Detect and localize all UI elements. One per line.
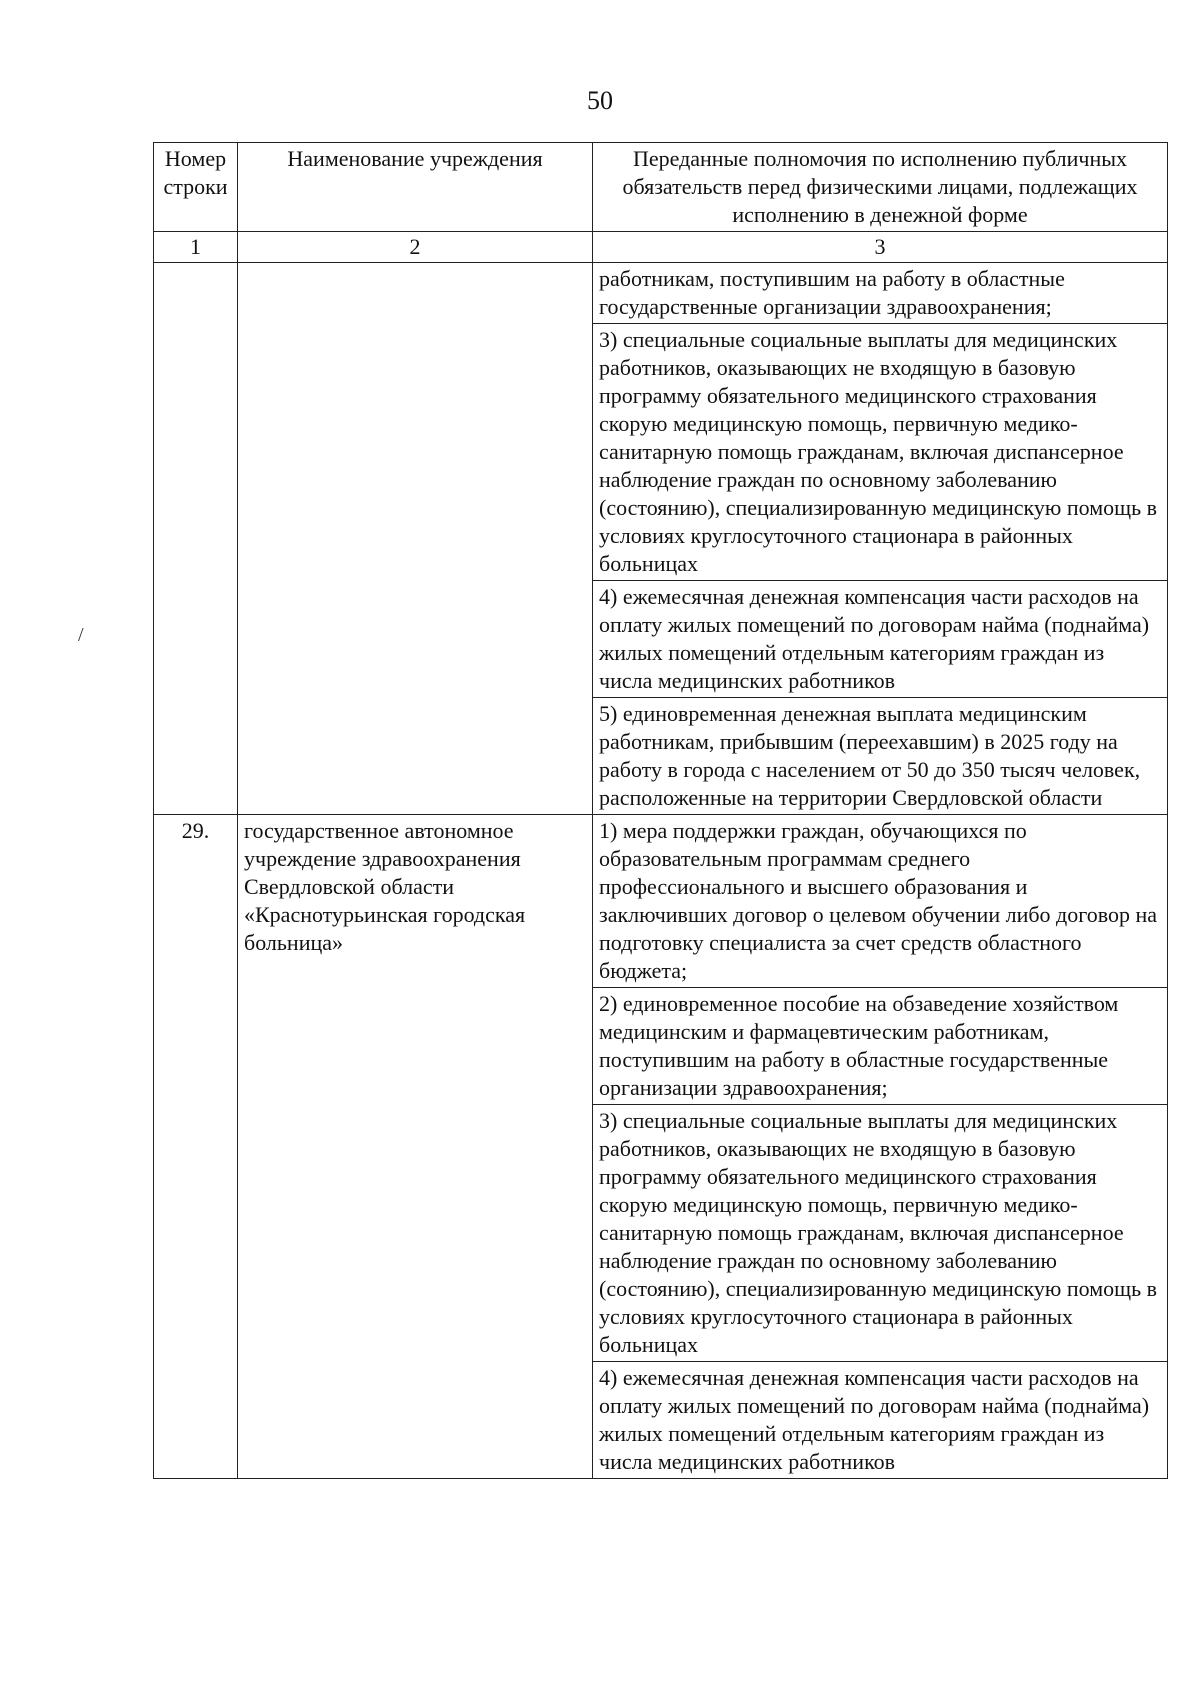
page-number: 50: [587, 86, 613, 115]
table-row: [154, 263, 1168, 324]
column-number: 2: [238, 232, 593, 263]
power-item: 2) единовременное пособие на обзаведение хозяйством медицинским и фармацевтическим работникам, поступившим на работу в областные государственные организации здравоохранения;: [593, 988, 1168, 1105]
power-item: работникам, поступившим на работу в областные государственные организации здравоохранения;: [593, 263, 1168, 324]
institution-cell-continued: [238, 263, 593, 815]
header-institution-name: Наименование учреждения: [238, 143, 593, 232]
table-header-row: [154, 143, 1168, 232]
power-item: 4) ежемесячная денежная компенсация части расходов на оплату жилых помещений по договорам найма (поднайма) жилых помещений отдельным категориям граждан из числа медицинских работников: [593, 581, 1168, 698]
column-number: 3: [593, 232, 1168, 263]
row-number-cell: 29.: [154, 815, 238, 1479]
header-powers: Переданные полномочия по исполнению публичных обязательств перед физическими лицами, подлежащих исполнению в денежной форме: [593, 143, 1168, 232]
row-number-cell-continued: [154, 263, 238, 815]
power-item: 4) ежемесячная денежная компенсация части расходов на оплату жилых помещений по договорам найма (поднайма) жилых помещений отдельным категориям граждан из числа медицинских работников: [593, 1362, 1168, 1479]
power-item: 1) мера поддержки граждан, обучающихся по образовательным программам среднего профессионального и высшего образования и заключивших договор о целевом обучении либо договор на подготовку специалиста за счет средств областного бюджета;: [593, 815, 1168, 988]
table-row: [154, 815, 1168, 988]
column-number: 1: [154, 232, 238, 263]
power-item: 3) специальные социальные выплаты для медицинских работников, оказывающих не входящую в базовую программу обязательного медицинского страхования скорую медицинскую помощь, первичную медико-санитарную помощь гражданам, включая диспансерное наблюдение граждан по основному заболеванию (состоянию), специализированную медицинскую помощь в условиях круглосуточного стационара в районных больницах: [593, 1105, 1168, 1362]
column-number-row: [154, 232, 1168, 263]
institution-name-cell: государственное автономное учреждение здравоохранения Свердловской области «Краснотурьинская городская больница»: [238, 815, 593, 1479]
power-item: 3) специальные социальные выплаты для медицинских работников, оказывающих не входящую в базовую программу обязательного медицинского страхования скорую медицинскую помощь, первичную медико-санитарную помощь гражданам, включая диспансерное наблюдение граждан по основному заболеванию (состоянию), специализированную медицинскую помощь в условиях круглосуточного стационара в районных больницах: [593, 324, 1168, 581]
power-item: 5) единовременная денежная выплата медицинским работникам, прибывшим (переехавшим) в 2025 году на работу в города с населением от 50 до 350 тысяч человек, расположенные на территории Свердловской области: [593, 698, 1168, 815]
header-row-number: Номер строки: [154, 143, 238, 232]
stray-pen-mark: /: [78, 624, 84, 646]
authority-table: [153, 142, 1168, 1479]
